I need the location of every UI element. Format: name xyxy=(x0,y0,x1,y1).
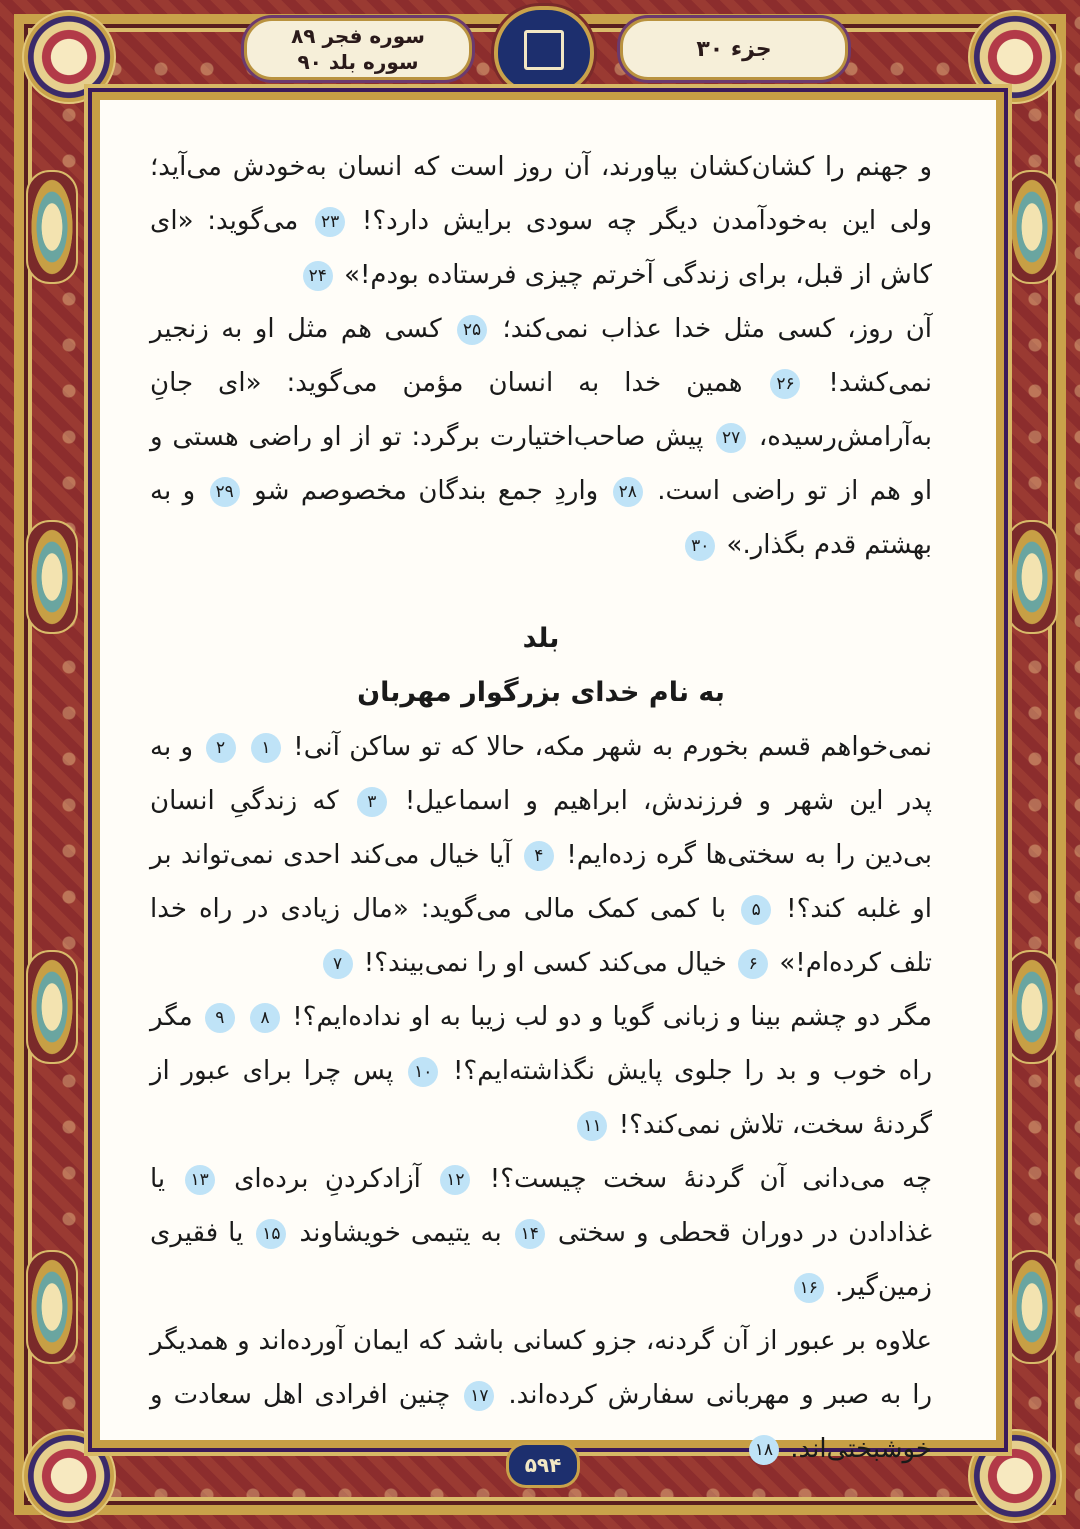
ayah-number: ۲۵ xyxy=(457,315,487,345)
ayah-number: ۸ xyxy=(250,1003,280,1033)
side-ornament xyxy=(1006,520,1058,634)
verse-text: می‌گوید: «ای کاش از قبل، برای زندگی آخرتم چیزی فرستاده بودم!» xyxy=(150,206,932,290)
verse-text: و جهنم را کشان‌کشان بیاورند، آن روز است که انسان به‌خودش می‌آید؛ ولی این به‌خودآمدن دیگر چه سودی برایش دارد؟! xyxy=(150,152,933,236)
quran-text xyxy=(150,140,932,1476)
ayah-number: ۱۵ xyxy=(256,1219,286,1249)
surah-line-1: سوره فجر ۸۹ xyxy=(291,24,425,48)
verse-text: خیال می‌کند کسی او را نمی‌بیند؟! xyxy=(363,948,727,978)
ayah-number: ۱۱ xyxy=(577,1111,607,1141)
verse-text: مگر دو چشم بینا و زبانی گویا و دو لب زیبا به او نداده‌ایم؟! xyxy=(292,1002,933,1032)
verse-text: آزادکردنِ برده‌ای xyxy=(234,1164,421,1194)
ayah-number: ۱۸ xyxy=(749,1435,779,1465)
ayah-number: ۱۴ xyxy=(515,1219,545,1249)
verse-text: چنین افرادی اهل سعادت و خوشبختی‌اند. xyxy=(150,1380,932,1464)
verse-text: و به پدر این شهر و فرزندش، ابراهیم و اسماعیل! xyxy=(150,732,933,816)
verse-text: یا غذادادن در دوران قحطی و سختی xyxy=(150,1164,933,1248)
side-ornament xyxy=(1006,950,1058,1064)
ayah-number: ۳۰ xyxy=(685,531,715,561)
surah-header xyxy=(244,18,472,80)
ayah-number: ۲۶ xyxy=(770,369,800,399)
corner-medallion xyxy=(968,10,1062,104)
verse-text: با کمی کمک مالی می‌گوید: «مال زیادی در راه خدا تلف کرده‌ام!» xyxy=(150,894,932,978)
ayah-number: ۲۹ xyxy=(210,477,240,507)
side-ornament xyxy=(26,950,78,1064)
ayah-number: ۱۲ xyxy=(440,1165,470,1195)
verse-text: آن روز، کسی مثل خدا عذاب نمی‌کند؛ xyxy=(502,314,933,344)
verse-text: یا فقیری زمین‌گیر. xyxy=(150,1218,932,1302)
side-ornament xyxy=(26,170,78,284)
verse-paragraph xyxy=(150,1152,932,1314)
verse-paragraph xyxy=(150,990,932,1152)
corner-medallion xyxy=(22,10,116,104)
verse-text: به یتیمی خویشاوند xyxy=(299,1218,502,1248)
ayah-number: ۶ xyxy=(738,949,768,979)
verse-text: و به بهشتم قدم بگذار.» xyxy=(150,476,932,560)
verse-text: مگر راه خوب و بد را جلوی پایش نگذاشته‌ایم؟! xyxy=(150,1002,933,1086)
ayah-number: ۴ xyxy=(524,841,554,871)
ayah-number: ۱۷ xyxy=(464,1381,494,1411)
ayah-number: ۹ xyxy=(205,1003,235,1033)
side-ornament xyxy=(26,1250,78,1364)
verse-paragraph xyxy=(150,140,932,302)
verse-paragraph xyxy=(150,720,932,990)
verse-paragraph xyxy=(150,302,932,572)
ayah-number: ۲۴ xyxy=(303,261,333,291)
ayah-number: ۲۳ xyxy=(315,207,345,237)
ayah-number: ۳ xyxy=(357,787,387,817)
ayah-number: ۲۸ xyxy=(613,477,643,507)
verse-text: چه می‌دانی آن گردنهٔ سخت چیست؟! xyxy=(489,1164,933,1194)
juz-header xyxy=(620,18,848,80)
verse-text: کسی هم مثل او به زنجیر نمی‌کشد! xyxy=(150,314,933,398)
balad-verses xyxy=(150,720,932,1476)
ayah-number: ۵ xyxy=(741,895,771,925)
verse-text: همین خدا به انسان مؤمن می‌گوید: «ای جانِ به‌آرامش‌رسیده، xyxy=(150,368,933,452)
verse-text: پیش صاحب‌اختیارت برگرد: تو از او راضی هستی و او هم از تو راضی است. xyxy=(150,422,933,506)
bismillah: به نام خدای بزرگوار مهربان xyxy=(357,677,725,708)
verse-text: که زندگیِ انسان بی‌دین را به سختی‌ها گره زده‌ایم! xyxy=(150,786,933,870)
ayah-number: ۱۶ xyxy=(794,1273,824,1303)
ayah-number: ۲۷ xyxy=(716,423,746,453)
verse-text: پس چرا برای عبور از گردنهٔ سخت، تلاش نمی‌کند؟! xyxy=(150,1056,932,1140)
verse-text: واردِ جمع بندگان مخصوصم شو xyxy=(254,476,599,506)
juz-label: جزء ۳۰ xyxy=(696,36,772,62)
verse-text: علاوه بر عبور از آن گردنه، جزو کسانی باشد که ایمان آورده‌اند و همدیگر را به صبر و مهربانی سفارش کرده‌اند. xyxy=(150,1326,933,1410)
side-ornament xyxy=(1006,170,1058,284)
ayah-number: ۲ xyxy=(206,733,236,763)
verse-text: نمی‌خواهم قسم بخورم به شهر مکه، حالا که تو ساکن آنی! xyxy=(293,732,933,762)
ayah-number: ۱۰ xyxy=(408,1057,438,1087)
ayah-number: ۷ xyxy=(323,949,353,979)
ayah-number: ۱۳ xyxy=(185,1165,215,1195)
surah-title: بلد xyxy=(522,623,560,654)
verse-text: آیا خیال می‌کند احدی نمی‌تواند بر او غلبه کند؟! xyxy=(150,840,932,924)
calligraphy-logo xyxy=(494,6,594,94)
ayah-number: ۱ xyxy=(251,733,281,763)
page-number: ۵۹۴ xyxy=(506,1442,580,1488)
surah-line-2: سوره بلد ۹۰ xyxy=(297,50,419,74)
side-ornament xyxy=(26,520,78,634)
side-ornament xyxy=(1006,1250,1058,1364)
